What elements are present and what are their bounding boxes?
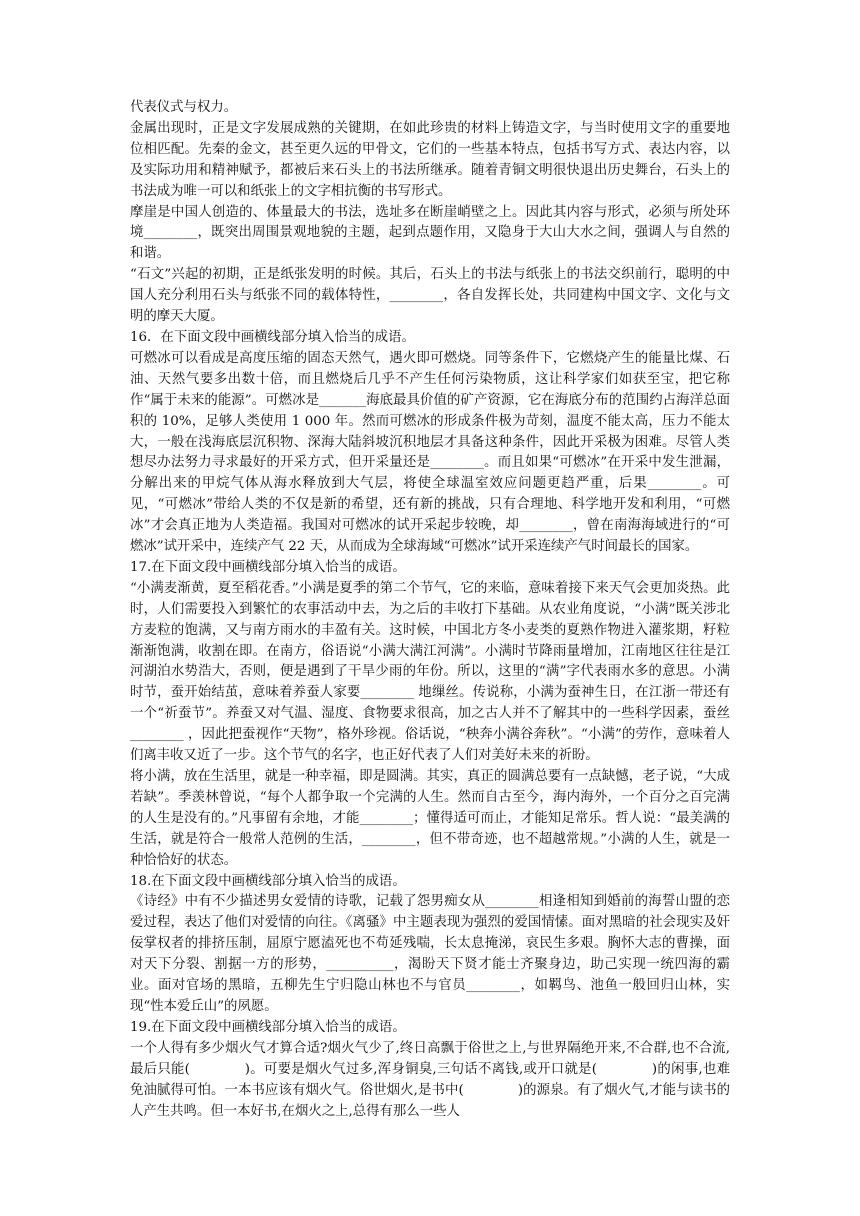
question-18-heading: 18.在下面文段中画横线部分填入恰当的成语。 (130, 873, 406, 889)
question-17-text-2: 将小满，放在生活里，就是一种幸福，即是圆满。其实，真正的圆满总要有一点缺憾，老子说，“大成若缺”。季羡林曾说，“每个人都争取一个完满的人生。然而自古至今，海内海外，一个百分之百完满的人生是没有的。”凡事留有余地，才能________；懂得适可而止，才能知足常乐。哲人说：“最美满的生活，就是符合一般常人范例的生活，________，但不带奇迹，也不超越常规。”小满的人生，就是一种恰恰好的状态。 (130, 769, 730, 868)
question-17-text-1: “小满麦渐黄，夏至稻花香。”小满是夏季的第二个节气，它的来临，意味着接下来天气会更加炎热。此时，人们需要投入到繁忙的农事活动中去，为之后的丰收打下基础。从农业角度说，“小满”既关涉北方麦粒的饱满，又与南方雨水的丰盈有关。这时候，中国北方冬小麦类的夏熟作物进入灌浆期，籽粒渐渐饱满，收割在即。在南方，俗语说“小满大满江河满”。小满时节降雨量增加，江南地区往往是江河湖泊水势浩大，否则，便是遇到了干旱少雨的年份。所以，这里的“满”字代表雨水多的意思。小满时节，蚕开始结茧，意味着养蚕人家要________ 地缫丝。传说称，小满为蚕神生日，在江浙一带还有一个“祈蚕节”。养蚕又对气温、湿度、食物要求很高，加之古人并不了解其中的一些科学因素，蚕丝________ ，因此把蚕视作“天物”，格外珍视。俗话说，“秧奔小满谷奔秋”。“小满”的劳作，意味着人们离丰收又近了一步。这个节气的名字，也正好代表了人们对美好未来的祈盼。 (130, 580, 730, 764)
question-16-text: 可燃冰可以看成是高度压缩的固态天然气，遇火即可燃烧。同等条件下，它燃烧产生的能量比煤、石油、天然气要多出数十倍，而且燃烧后几乎不产生任何污染物质，这让科学家们如获至宝，把它称作“属于未来的能源”。可燃冰是_______海底最具价值的矿产资源，它在海底分布的范围约占海洋总面积的 10%，足够人类使用 1 000 年。然而可燃冰的形成条件极为苛刻，温度不能太高，压力不能太大，一般在浅海底层沉积物、深海大陆斜坡沉积地层才具备这种条件，因此开采极为困难。尽管人类想尽办法努力寻求最好的开采方式，但开采量还是________。而且如果“可燃冰”在开采中发生泄漏，分解出来的甲烷气体从海水释放到大气层，将使全球温室效应问题更趋严重，后果________。可见，“可燃冰”带给人类的不仅是新的希望，还有新的挑战，只有合理地、科学地开发和利用，“可燃冰”才会真正地为人类造福。我国对可燃冰的试开采起步较晚，却________，曾在南海海域进行的“可燃冰”试开采中，连续产气 22 天，从而成为全球海域“可燃冰”试开采连续产气时间最长的国家。 (130, 350, 730, 555)
question-16-heading: 16．在下面文段中画横线部分填入恰当的成语。 (130, 329, 415, 345)
document-page (130, 98, 730, 1122)
paragraph-3: 摩崖是中国人创造的、体量最大的书法，选址多在断崖峭壁之上。因此其内容与形式，必须与所处环境________，既突出周围景观地貌的主题，起到点题作用，又隐身于大山大水之间，强调人与自然的和谐。 (130, 204, 730, 262)
paragraph-4: “石文”兴起的初期，正是纸张发明的时候。其后，石头上的书法与纸张上的书法交织前行，聪明的中国人充分利用石头与纸张不同的载体特性，________，各自发挥长处，共同建构中国文字、文化与文明的摩天大厦。 (130, 267, 730, 325)
question-19-heading: 19.在下面文段中画横线部分填入恰当的成语。 (130, 1019, 406, 1035)
question-18-text: 《诗经》中有不少描述男女爱情的诗歌，记载了怨男痴女从________相逢相知到婚前的海誓山盟的恋爱过程，表达了他们对爱情的向往。《离骚》中主题表现为强烈的爱国情愫。面对黑暗的社会现实及奸佞掌权者的排挤压制，屈原宁愿溘死也不苟延残喘，长太息掩涕，哀民生多艰。胸怀大志的曹操，面对天下分裂、割据一方的形势，__________，渴盼天下贤才能士齐聚身边，助己实现一统四海的霸业。面对官场的黑暗，五柳先生宁归隐山林也不与官员________，如羁鸟、池鱼一般回归山林，实现“性本爱丘山”的夙愿。 (130, 894, 730, 1014)
paragraph-1: 代表仪式与权力。 (130, 100, 238, 115)
question-19-text: 一个人得有多少烟火气才算合适?烟火气少了,终日高飘于俗世之上,与世界隔绝开来,不合群,也不合流,最后只能( )。可要是烟火气过多,浑身铜臭,三句话不离钱,或开口就是( )的闲事,也难免油腻得可怕。一本书应该有烟火气。俗世烟火,是书中( )的源泉。有了烟火气,才能与读书的人产生共鸣。但一本好书,在烟火之上,总得有那么一些人 (130, 1040, 730, 1119)
question-17-heading: 17.在下面文段中画横线部分填入恰当的成语。 (130, 559, 406, 575)
paragraph-2: 金属出现时，正是文字发展成熟的关键期，在如此珍贵的材料上铸造文字，与当时使用文字的重要地位相匹配。先秦的金文，甚至更久远的甲骨文，它们的一些基本特点，包括书写方式、表达内容，以及实际功用和精神赋予，都被后来石头上的书法所继承。随着青铜文明很快退出历史舞台，石头上的书法成为唯一可以和纸张上的文字相抗衡的书写形式。 (130, 120, 730, 199)
